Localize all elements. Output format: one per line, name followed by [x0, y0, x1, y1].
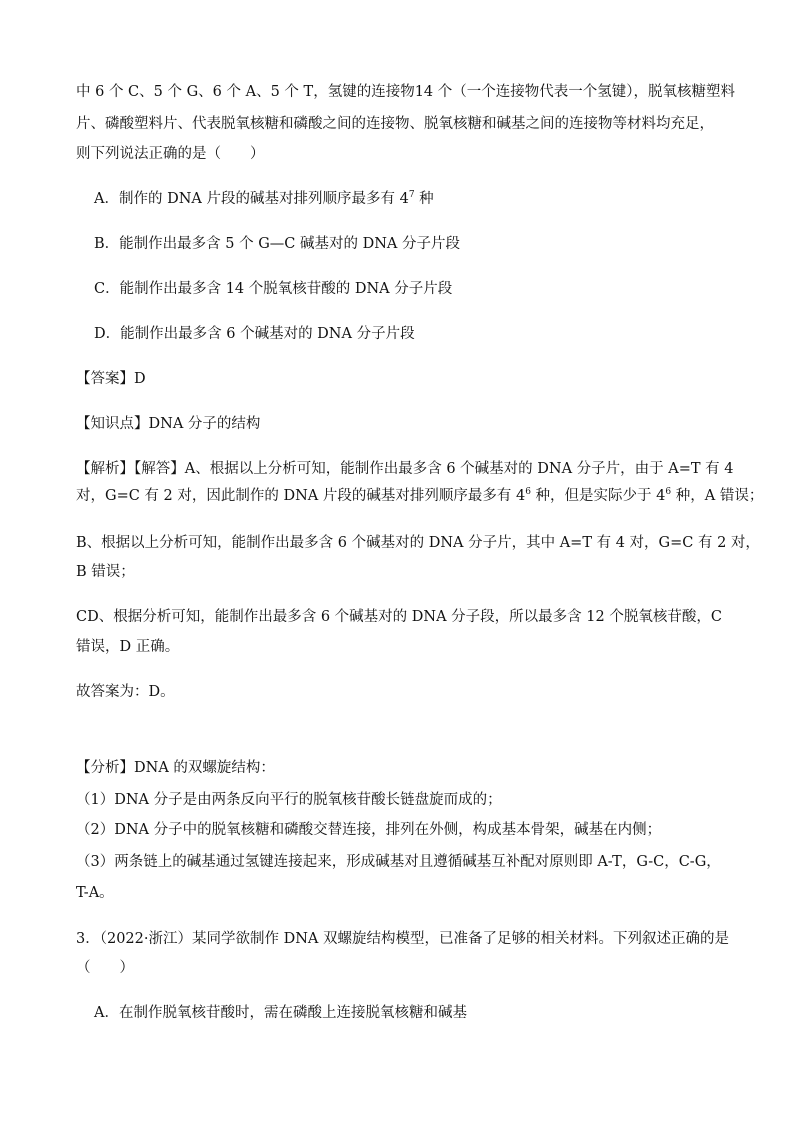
analysis-line-2-a: 对，G=C 有 2 对，因此制作的 DNA 片段的碱基对排列顺序最多有 4	[76, 488, 526, 504]
intro-line-2: 片、磷酸塑料片、代表脱氧核糖和磷酸之间的连接物、脱氧核糖和碱基之间的连接物等材料均充足，	[76, 116, 714, 132]
analysis-line-6: 错误，D 正确。	[76, 639, 180, 655]
knowledge-point: 【知识点】DNA 分子的结构	[76, 416, 261, 432]
option-a-text: A．制作的 DNA 片段的碱基对排列顺序最多有 4	[94, 191, 409, 207]
option-a-exponent: 7	[408, 190, 415, 201]
analysis-line-5: CD、根据分析可知，能制作出最多含 6 个碱基对的 DNA 分子段，所以最多含 12 个脱氧核苷酸，C	[76, 609, 722, 625]
analysis-line-2-b: 种，但是实际少于 4	[530, 488, 666, 504]
question-3-stem-2: （ ）	[76, 960, 134, 976]
analysis-line-4: B 错误；	[76, 564, 135, 580]
analysis-exponent-2: 6	[665, 487, 672, 498]
option-a-suffix: 种	[414, 191, 434, 207]
analysis-line-2-c: 种，A 错误；	[671, 488, 764, 504]
option-a	[94, 189, 434, 209]
question-3-stem-1: 3．（2022·浙江）某同学欲制作 DNA 双螺旋结构模型，已准备了足够的相关材料。下列叙述正确的是	[76, 931, 729, 947]
answer-line: 【答案】D	[76, 371, 146, 387]
analysis-line-3: B、根据以上分析可知，能制作出最多含 6 个碱基对的 DNA 分子片，其中 A=T 有 4 对，G=C 有 2 对，	[76, 535, 760, 551]
fenxi-point-2: （2）DNA 分子中的脱氧核糖和磷酸交替连接，排列在外侧，构成基本骨架，碱基在内侧；	[76, 822, 662, 838]
intro-line-3: 则下列说法正确的是（ ）	[76, 146, 265, 162]
analysis-line-1: 【解析】【解答】A、根据以上分析可知，能制作出最多含 6 个碱基对的 DNA 分子片，由于 A=T 有 4	[76, 461, 734, 477]
intro-line-1: 中 6 个 C、5 个 G、6 个 A、5 个 T，氢键的连接物14 个（一个连接物代表一个氢键），脱氧核糖塑料	[76, 84, 736, 100]
option-d: D．能制作出最多含 6 个碱基对的 DNA 分子片段	[94, 326, 415, 342]
analysis-exponent-1: 6	[525, 487, 531, 498]
question-3-option-a: A．在制作脱氧核苷酸时，需在磷酸上连接脱氧核糖和碱基	[94, 1005, 467, 1021]
analysis-line-2	[76, 486, 763, 506]
option-c: C．能制作出最多含 14 个脱氧核苷酸的 DNA 分子片段	[94, 281, 453, 297]
option-b: B．能制作出最多含 5 个 G—C 碱基对的 DNA 分子片段	[94, 236, 460, 252]
fenxi-point-1: （1）DNA 分子是由两条反向平行的脱氧核苷酸长链盘旋而成的；	[76, 792, 502, 808]
analysis-line-7: 故答案为：D。	[76, 684, 175, 700]
fenxi-point-4: T-A。	[76, 885, 114, 901]
fenxi-point-3: （3）两条链上的碱基通过氢键连接起来，形成碱基对且遵循碱基互补配对原则即 A-T，G-C，C-G，	[76, 854, 721, 870]
fenxi-title: 【分析】DNA 的双螺旋结构：	[76, 760, 275, 776]
